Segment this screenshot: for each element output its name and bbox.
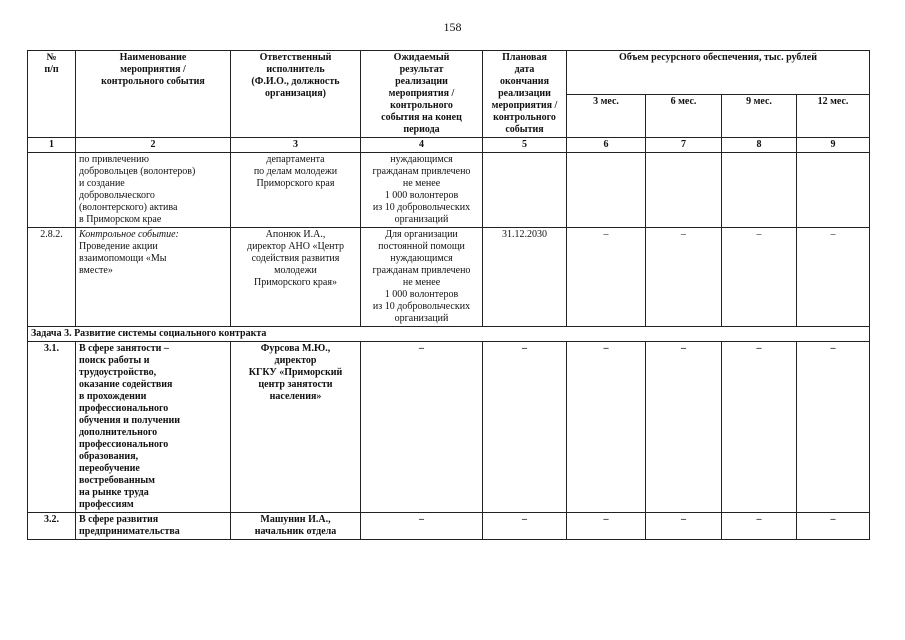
column-number: 1 (28, 138, 76, 153)
row-q3: – (567, 342, 646, 513)
row-q12: – (797, 342, 870, 513)
task-title: Задача 3. Развитие системы социального контракта (28, 327, 870, 342)
row-date: – (483, 342, 567, 513)
page-number: 158 (443, 20, 462, 34)
header-period-12: 12 мес. (797, 94, 870, 138)
header-period-3: 3 мес. (567, 94, 646, 138)
row-executor: департамента по делам молодежи Приморского края (231, 153, 361, 228)
row-q6 (646, 153, 722, 228)
header-period-9: 9 мес. (722, 94, 797, 138)
row-q6: – (646, 228, 722, 327)
row-q12 (797, 153, 870, 228)
row-num: 3.2. (28, 513, 76, 540)
column-number: 2 (76, 138, 231, 153)
row-q3: – (567, 513, 646, 540)
plan-table (27, 50, 870, 540)
row-result: нуждающимся гражданам привлечено не менее 1 000 волонтеров из 10 добровольческих организаций (361, 153, 483, 228)
row-num: 3.1. (28, 342, 76, 513)
table-row (28, 228, 870, 327)
row-date: – (483, 513, 567, 540)
row-q3 (567, 153, 646, 228)
header-period-6: 6 мес. (646, 94, 722, 138)
row-name: Контрольное событие: Проведение акции взаимопомощи «Мы вместе» (76, 228, 231, 327)
column-number: 5 (483, 138, 567, 153)
header-name: Наименование мероприятия / контрольного события (76, 51, 231, 138)
row-q12: – (797, 513, 870, 540)
row-date (483, 153, 567, 228)
table-row (28, 513, 870, 540)
row-num: 2.8.2. (28, 228, 76, 327)
header-date: Плановая дата окончания реализации мероприятия / контрольного события (483, 51, 567, 138)
column-number: 8 (722, 138, 797, 153)
row-q12: – (797, 228, 870, 327)
row-q6: – (646, 513, 722, 540)
task-row (28, 327, 870, 342)
row-name: В сфере развития предпринимательства (76, 513, 231, 540)
row-date: 31.12.2030 (483, 228, 567, 327)
row-q9: – (722, 342, 797, 513)
row-result: – (361, 513, 483, 540)
row-num (28, 153, 76, 228)
row-q9: – (722, 513, 797, 540)
header-result: Ожидаемый результат реализации мероприятия / контрольного события на конец периода (361, 51, 483, 138)
row-result: – (361, 342, 483, 513)
table-row (28, 342, 870, 513)
row-q9 (722, 153, 797, 228)
header-executor: Ответственный исполнитель (Ф.И.О., должность организация) (231, 51, 361, 138)
row-q9: – (722, 228, 797, 327)
column-number: 9 (797, 138, 870, 153)
column-number: 4 (361, 138, 483, 153)
row-executor: Фурсова М.Ю., директор КГКУ «Приморский центр занятости населения» (231, 342, 361, 513)
row-q3: – (567, 228, 646, 327)
header-num: № п/п (28, 51, 76, 138)
row-name: по привлечению добровольцев (волонтеров) и создание добровольческого (волонтерского) актива в Приморском крае (76, 153, 231, 228)
column-number: 3 (231, 138, 361, 153)
row-result: Для организации постоянной помощи нуждающимся гражданам привлечено не менее 1 000 волонтеров из 10 добровольческих организаций (361, 228, 483, 327)
row-name: В сфере занятости – поиск работы и трудоустройство, оказание содействия в прохождении профессионального обучения и получении дополнительного профессионального образования, переобучение востребованным на рынке труда профессиям (76, 342, 231, 513)
row-executor: Машунин И.А., начальник отдела (231, 513, 361, 540)
table-row (28, 153, 870, 228)
column-number-row (28, 138, 870, 153)
row-q6: – (646, 342, 722, 513)
row-executor: Апонюк И.А., директор АНО «Центр содействия развития молодежи Приморского края» (231, 228, 361, 327)
header-resources: Объем ресурсного обеспечения, тыс. рублей (567, 51, 870, 95)
column-number: 6 (567, 138, 646, 153)
column-number: 7 (646, 138, 722, 153)
